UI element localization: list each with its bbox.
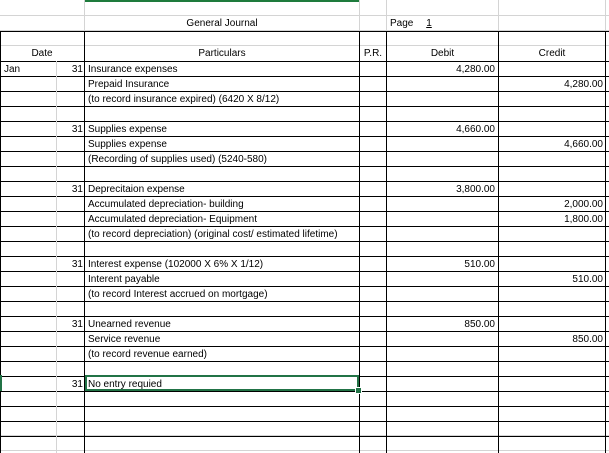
day-cell[interactable]: 31: [71, 184, 83, 195]
particulars-cell[interactable]: Deprecitaion expense: [88, 184, 185, 195]
column-highlight-bar: [85, 0, 360, 2]
credit-cell[interactable]: 850.00: [572, 334, 603, 345]
day-cell[interactable]: 31: [71, 124, 83, 135]
credit-header[interactable]: Credit: [538, 48, 566, 59]
grid-line: [0, 450, 609, 451]
date-header[interactable]: Date: [31, 48, 53, 59]
particulars-cell[interactable]: Interent payable: [88, 274, 160, 285]
particulars-cell[interactable]: Accumulated depreciation- building: [88, 199, 244, 210]
particulars-cell[interactable]: No entry requied: [88, 379, 162, 390]
particulars-cell[interactable]: (Recording of supplies used) (5240-580): [88, 154, 267, 165]
debit-cell[interactable]: 510.00: [464, 259, 495, 270]
selected-cell-outline[interactable]: [85, 375, 359, 391]
particulars-cell[interactable]: Unearned revenue: [88, 319, 171, 330]
day-cell[interactable]: 31: [71, 379, 83, 390]
debit-cell[interactable]: 3,800.00: [456, 184, 495, 195]
credit-cell[interactable]: 4,280.00: [564, 79, 603, 90]
day-cell[interactable]: 31: [71, 64, 83, 75]
particulars-cell[interactable]: Service revenue: [88, 334, 161, 345]
particulars-cell[interactable]: (to record Interest accrued on mortgage): [88, 289, 268, 300]
debit-cell[interactable]: 4,660.00: [456, 124, 495, 135]
particulars-header[interactable]: Particulars: [198, 48, 246, 59]
row-border: [0, 421, 609, 422]
particulars-cell[interactable]: (to record depreciation) (original cost/ estimated lifetime): [88, 229, 338, 240]
particulars-cell[interactable]: (to record insurance expired) (6420 X 8/12): [88, 94, 280, 105]
column-border: [386, 31, 387, 453]
credit-cell[interactable]: 1,800.00: [564, 214, 603, 225]
page-number[interactable]: 1: [426, 18, 432, 29]
particulars-cell[interactable]: Insurance expenses: [88, 64, 178, 75]
header-top-border: [0, 31, 609, 32]
month-cell[interactable]: Jan: [4, 64, 21, 75]
row-selection-indicator: [0, 375, 2, 391]
grid-line: [359, 0, 360, 31]
particulars-cell[interactable]: Accumulated depreciation- Equipment: [88, 214, 257, 225]
pr-header[interactable]: P.R.: [363, 48, 383, 59]
page-label[interactable]: Page: [390, 18, 414, 29]
row-border: [0, 436, 609, 437]
grid-line: [498, 0, 499, 31]
grid-line: [605, 0, 606, 31]
column-border: [605, 31, 606, 453]
day-cell[interactable]: 31: [71, 319, 83, 330]
day-cell[interactable]: 31: [71, 259, 83, 270]
particulars-cell[interactable]: (to record revenue earned): [88, 349, 207, 360]
particulars-cell[interactable]: Prepaid Insurance: [88, 79, 170, 90]
debit-cell[interactable]: 850.00: [464, 319, 495, 330]
journal-title[interactable]: General Journal: [186, 18, 258, 29]
column-border: [498, 31, 499, 453]
debit-cell[interactable]: 4,280.00: [456, 64, 495, 75]
grid-line: [386, 0, 387, 31]
row-border: [0, 406, 609, 407]
debit-header[interactable]: Debit: [430, 48, 455, 59]
fill-handle[interactable]: [355, 387, 362, 394]
credit-cell[interactable]: 4,660.00: [564, 139, 603, 150]
particulars-cell[interactable]: Interest expense (102000 X 6% X 1/12): [88, 259, 264, 270]
credit-cell[interactable]: 510.00: [572, 274, 603, 285]
credit-cell[interactable]: 2,000.00: [564, 199, 603, 210]
particulars-cell[interactable]: Supplies expense: [88, 124, 167, 135]
particulars-cell[interactable]: Supplies expense: [88, 139, 167, 150]
